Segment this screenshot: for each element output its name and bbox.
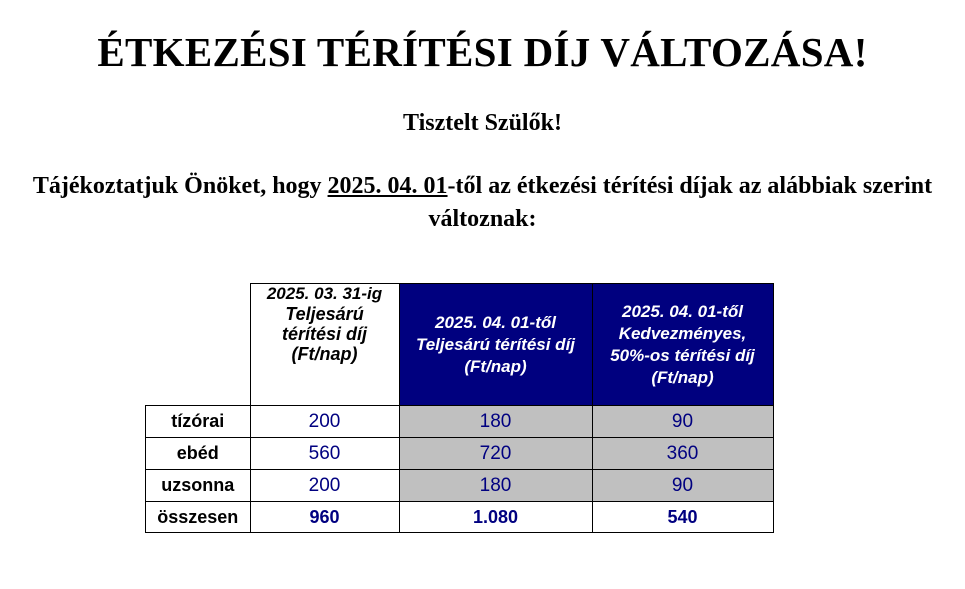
header-old-desc: Teljesárú térítési díj (Ft/nap) bbox=[281, 304, 368, 364]
old-fee-total: 960 bbox=[250, 502, 399, 533]
old-fee-cell: 560 bbox=[250, 438, 399, 470]
new-fee-total: 1.080 bbox=[399, 502, 592, 533]
info-text-before: Tájékoztatjuk Önöket, hogy bbox=[32, 173, 328, 199]
table-header-row bbox=[146, 284, 774, 406]
discount-fee-cell: 90 bbox=[592, 406, 773, 438]
row-label: ebéd bbox=[146, 438, 251, 470]
effective-date: 2025. 04. 01 bbox=[327, 173, 448, 199]
table-total-row bbox=[146, 502, 774, 533]
discount-fee-total: 540 bbox=[592, 502, 773, 533]
row-label: tízórai bbox=[146, 406, 251, 438]
discount-fee-cell: 90 bbox=[592, 470, 773, 502]
row-label: összesen bbox=[146, 502, 251, 533]
header-discount-fee bbox=[592, 284, 773, 406]
row-label: uzsonna bbox=[146, 470, 251, 502]
header-old-fee bbox=[250, 284, 399, 406]
fee-table bbox=[145, 283, 774, 533]
header-new-fee bbox=[399, 284, 592, 406]
header-discount-fee-text: 2025. 04. 01-től Kedvezményes, 50%-os térítési díj (Ft/nap) bbox=[610, 301, 755, 387]
table-row bbox=[146, 438, 774, 470]
table-corner bbox=[146, 284, 251, 406]
old-fee-cell: 200 bbox=[250, 406, 399, 438]
greeting: Tisztelt Szülők! bbox=[403, 110, 562, 136]
header-old-date: 2025. 03. 31-ig bbox=[266, 284, 383, 303]
old-fee-cell: 200 bbox=[250, 470, 399, 502]
info-paragraph bbox=[30, 170, 935, 236]
page-title: ÉTKEZÉSI TÉRÍTÉSI DÍJ VÁLTOZÁSA! bbox=[97, 29, 868, 75]
info-text-after: -től az étkezési térítési díjak az alábbiak szerint változnak: bbox=[428, 173, 933, 232]
new-fee-cell: 180 bbox=[399, 470, 592, 502]
header-new-fee-text: 2025. 04. 01-től Teljesárú térítési díj (Ft/nap) bbox=[415, 312, 576, 376]
new-fee-cell: 180 bbox=[399, 406, 592, 438]
new-fee-cell: 720 bbox=[399, 438, 592, 470]
table-row bbox=[146, 470, 774, 502]
discount-fee-cell: 360 bbox=[592, 438, 773, 470]
table-row bbox=[146, 406, 774, 438]
